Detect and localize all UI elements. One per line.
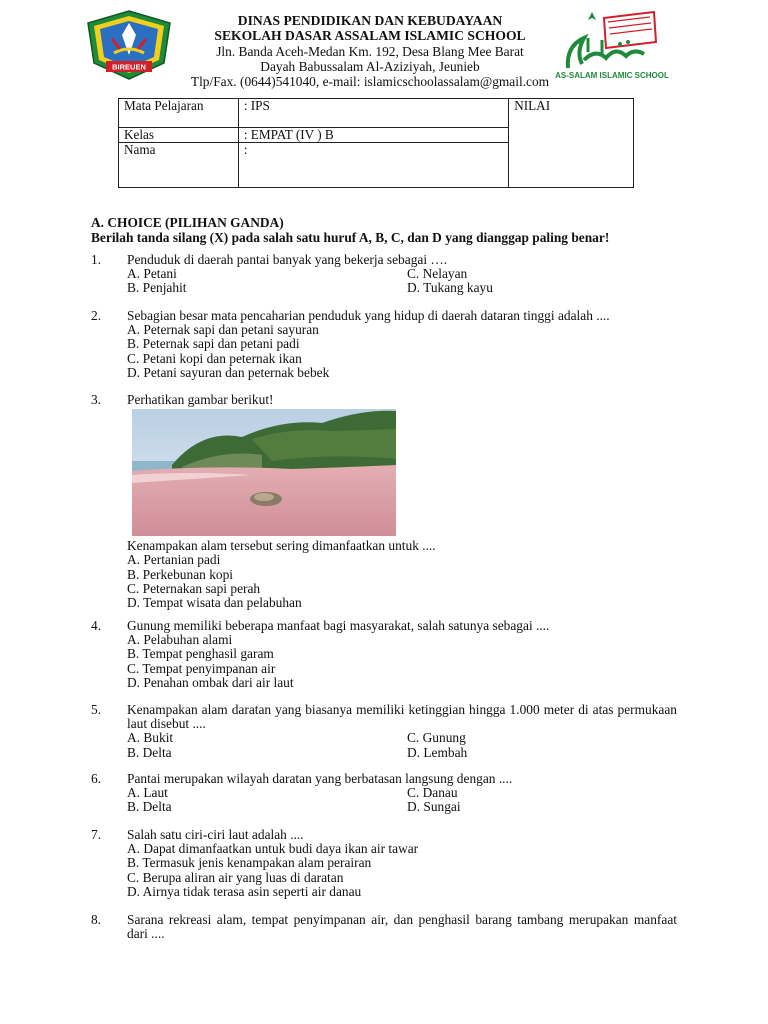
- assalam-logo: [555, 8, 669, 82]
- question-text: Gunung memiliki beberapa manfaat bagi masyarakat, salah satunya sebagai ....: [127, 618, 550, 633]
- option-c[interactable]: C. Petani kopi dan peternak ikan: [127, 350, 302, 366]
- subject-value: : IPS: [238, 99, 508, 128]
- student-info-table: [118, 98, 634, 188]
- beach-photo: [132, 409, 396, 536]
- option-b[interactable]: B. Delta: [127, 799, 172, 815]
- question-7: [91, 828, 677, 899]
- header-address: Jln. Banda Aceh-Medan Km. 192, Desa Blang Mee Barat: [216, 43, 524, 59]
- option-a[interactable]: A. Bukit: [127, 730, 174, 746]
- question-text: Perhatikan gambar berikut!: [127, 392, 274, 407]
- option-a[interactable]: A. Pelabuhan alami: [127, 632, 233, 648]
- option-a[interactable]: A. Pertanian padi: [127, 552, 221, 568]
- option-b[interactable]: B. Delta: [127, 744, 172, 760]
- option-c[interactable]: C. Gunung: [407, 730, 466, 746]
- header-agency: DINAS PENDIDIKAN DAN KEBUDAYAAN: [237, 13, 503, 28]
- question-2: [91, 309, 677, 380]
- option-a[interactable]: A. Petani: [127, 266, 177, 282]
- option-d[interactable]: D. Airnya tidak terasa asin seperti air danau: [127, 883, 362, 899]
- question-text: Pantai merupakan wilayah daratan yang berbatasan langsung dengan ....: [127, 771, 513, 786]
- question-number: 2.: [91, 308, 102, 323]
- subject-label: Mata Pelajaran: [119, 99, 239, 128]
- option-a[interactable]: A. Dapat dimanfaatkan untuk budi daya ikan air tawar: [127, 841, 419, 857]
- score-box: NILAI: [509, 99, 634, 188]
- question-number: 5.: [91, 702, 102, 717]
- logo-left-caption: BIREUEN: [112, 62, 146, 72]
- school-header: [160, 13, 580, 89]
- option-d[interactable]: D. Sungai: [407, 799, 461, 815]
- class-label: Kelas: [119, 128, 239, 143]
- question-number: 8.: [91, 912, 102, 927]
- logo-right-caption: AS-SALAM ISLAMIC SCHOOL: [555, 71, 669, 80]
- section-heading: [91, 215, 609, 245]
- question-text-followup: Kenampakan alam tersebut sering dimanfaatkan untuk ....: [127, 538, 436, 554]
- question-text: Sebagian besar mata pencaharian penduduk yang hidup di daerah dataran tinggi adalah ....: [127, 308, 610, 323]
- option-a[interactable]: A. Laut: [127, 785, 168, 801]
- question-text: Salah satu ciri-ciri laut adalah ....: [127, 827, 304, 842]
- option-b[interactable]: B. Penjahit: [127, 280, 187, 296]
- option-d[interactable]: D. Penahan ombak dari air laut: [127, 674, 294, 690]
- option-c[interactable]: C. Berupa aliran air yang luas di daratan: [127, 869, 344, 885]
- option-d[interactable]: D. Tukang kayu: [407, 280, 493, 296]
- section-instruction: Berilah tanda silang (X) pada salah satu huruf A, B, C, dan D yang dianggap paling benar!: [91, 230, 610, 245]
- option-b[interactable]: B. Perkebunan kopi: [127, 566, 233, 582]
- option-b[interactable]: B. Termasuk jenis kenampakan alam perairan: [127, 855, 372, 871]
- question-number: 1.: [91, 252, 102, 267]
- section-title: A. CHOICE (PILIHAN GANDA): [91, 215, 284, 230]
- question-1: [91, 253, 677, 296]
- name-label: Nama: [119, 143, 239, 188]
- option-c[interactable]: C. Peternakan sapi perah: [127, 580, 261, 596]
- header-address-2: Dayah Babussalam Al-Aziziyah, Jeunieb: [260, 58, 480, 74]
- question-4: [91, 619, 677, 690]
- question-number: 3.: [91, 392, 102, 407]
- header-contact: Tlp/Fax. (0644)541040, e-mail: islamicschoolassalam@gmail.com: [190, 74, 550, 90]
- question-text: Kenampakan alam daratan yang biasanya memiliki ketinggian hingga 1.000 meter di atas permukaan laut disebut ....: [127, 702, 677, 732]
- name-value[interactable]: :: [238, 143, 508, 188]
- question-3: [91, 393, 677, 610]
- question-text: Sarana rekreasi alam, tempat penyimpanan air, dan penghasil barang tambang merupakan manfaat dari ....: [127, 912, 677, 942]
- option-c[interactable]: C. Nelayan: [407, 266, 468, 282]
- option-a[interactable]: A. Peternak sapi dan petani sayuran: [127, 322, 319, 338]
- option-d[interactable]: D. Petani sayuran dan peternak bebek: [127, 364, 330, 380]
- option-d[interactable]: D. Tempat wisata dan pelabuhan: [127, 595, 302, 611]
- option-d[interactable]: D. Lembah: [407, 744, 468, 760]
- option-b[interactable]: B. Peternak sapi dan petani padi: [127, 336, 300, 352]
- header-school-name: SEKOLAH DASAR ASSALAM ISLAMIC SCHOOL: [214, 28, 526, 44]
- option-c[interactable]: C. Tempat penyimpanan air: [127, 660, 276, 676]
- question-text: Penduduk di daerah pantai banyak yang bekerja sebagai ….: [127, 252, 448, 267]
- option-b[interactable]: B. Tempat penghasil garam: [127, 646, 274, 662]
- class-value: : EMPAT (IV ) B: [238, 128, 508, 143]
- question-5: [91, 703, 677, 760]
- question-number: 4.: [91, 618, 102, 633]
- question-8: [91, 913, 677, 941]
- question-6: [91, 772, 677, 815]
- option-c[interactable]: C. Danau: [407, 785, 458, 801]
- question-number: 7.: [91, 827, 102, 842]
- question-number: 6.: [91, 771, 102, 786]
